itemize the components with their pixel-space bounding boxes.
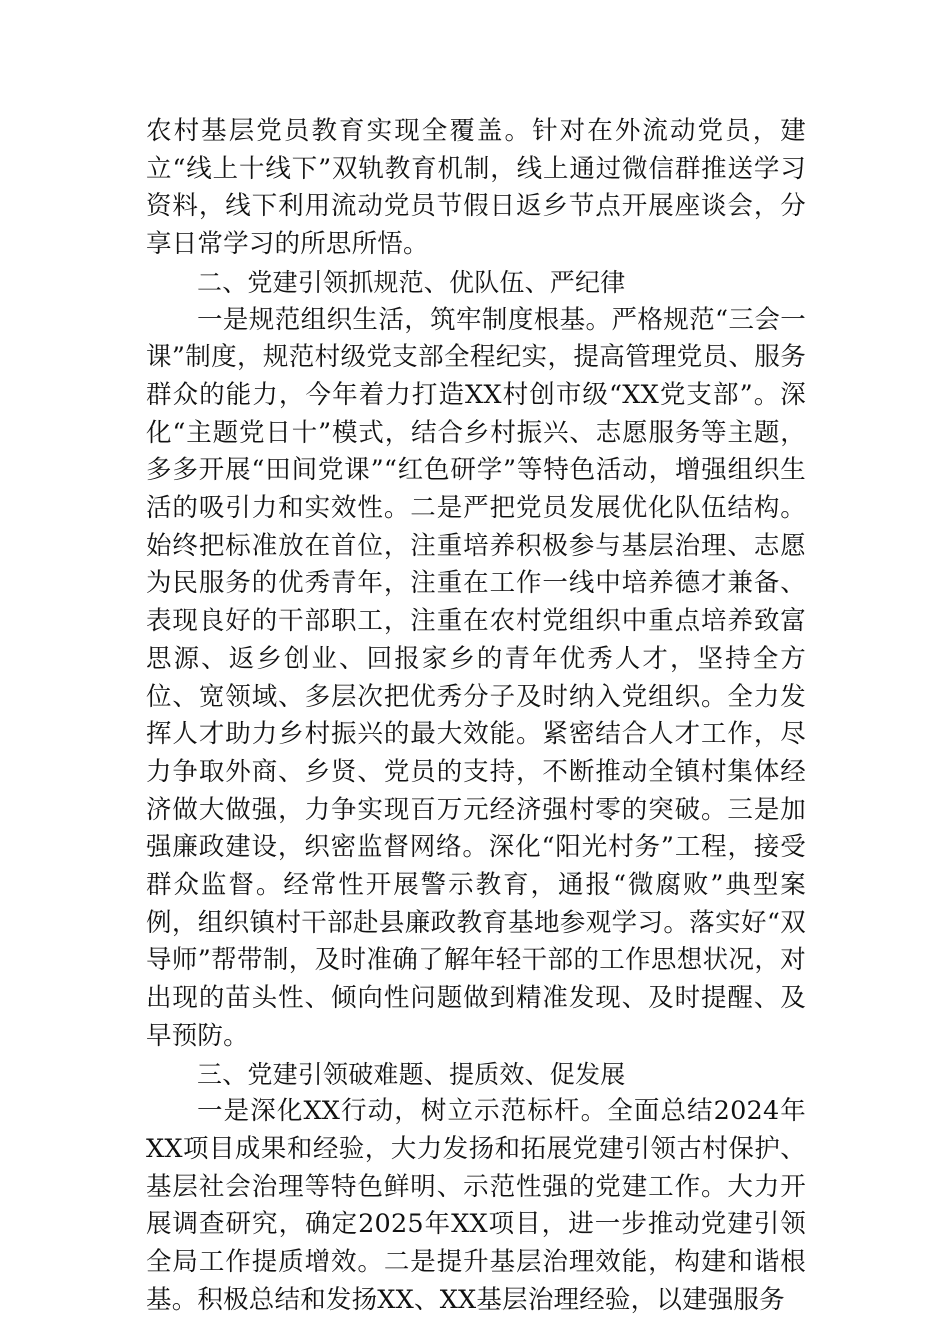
section-heading-three: 三、党建引领破难题、提质效、促发展 [197, 1059, 626, 1089]
document-page [146, 113, 806, 1320]
paragraph-education-coverage: 农村基层党员教育实现全覆盖。针对在外流动党员，建立“线上十线下”双轨教育机制，线上通过微信群推送学习资料，线下利用流动党员节假日返乡节点开展座谈会，分享日常学习的所思所悟。 [146, 116, 806, 260]
section-heading-two: 二、党建引领抓规范、优队伍、严纪律 [197, 267, 626, 297]
paragraph-section-three-body: 一是深化XX行动，树立示范标杆。全面总结2024年XX项目成果和经验，大力发扬和拓展党建引领古村保护、基层社会治理等特色鲜明、示范性强的党建工作。大力开展调查研究，确定2025年XX项目，进一步推动党建引领全局工作提质增效。二是提升基层治理效能，构建和谐根基。积极总结和发扬XX、XX基层治理经验，以建强服务 [146, 1096, 806, 1315]
paragraph-section-two-body: 一是规范组织生活，筑牢制度根基。严格规范“三会一课”制度，规范村级党支部全程纪实，提高管理党员、服务群众的能力，今年着力打造XX村创市级“XX党支部”。深化“主题党日十”模式，结合乡村振兴、志愿服务等主题，多多开展“田间党课”“红色研学”等特色活动，增强组织生活的吸引力和实效性。二是严把党员发展优化队伍结构。始终把标准放在首位，注重培养积极参与基层治理、志愿为民服务的优秀青年，注重在工作一线中培养德才兼备、表现良好的干部职工，注重在农村党组织中重点培养致富思源、返乡创业、回报家乡的青年优秀人才，坚持全方位、宽领域、多层次把优秀分子及时纳入党组织。全力发挥人才助力乡村振兴的最大效能。紧密结合人才工作，尽力争取外商、乡贤、党员的支持，不断推动全镇村集体经济做大做强，力争实现百万元经济强村零的突破。三是加强廉政建设，织密监督网络。深化“阳光村务”工程，接受群众监督。经常性开展警示教育，通报“微腐败”典型案例，组织镇村干部赴县廉政教育基地参观学习。落实好“双导师”帮带制，及时准确了解年轻干部的工作思想状况，对出现的苗头性、倾向性问题做到精准发现、及时提醒、及早预防。 [146, 304, 806, 1051]
